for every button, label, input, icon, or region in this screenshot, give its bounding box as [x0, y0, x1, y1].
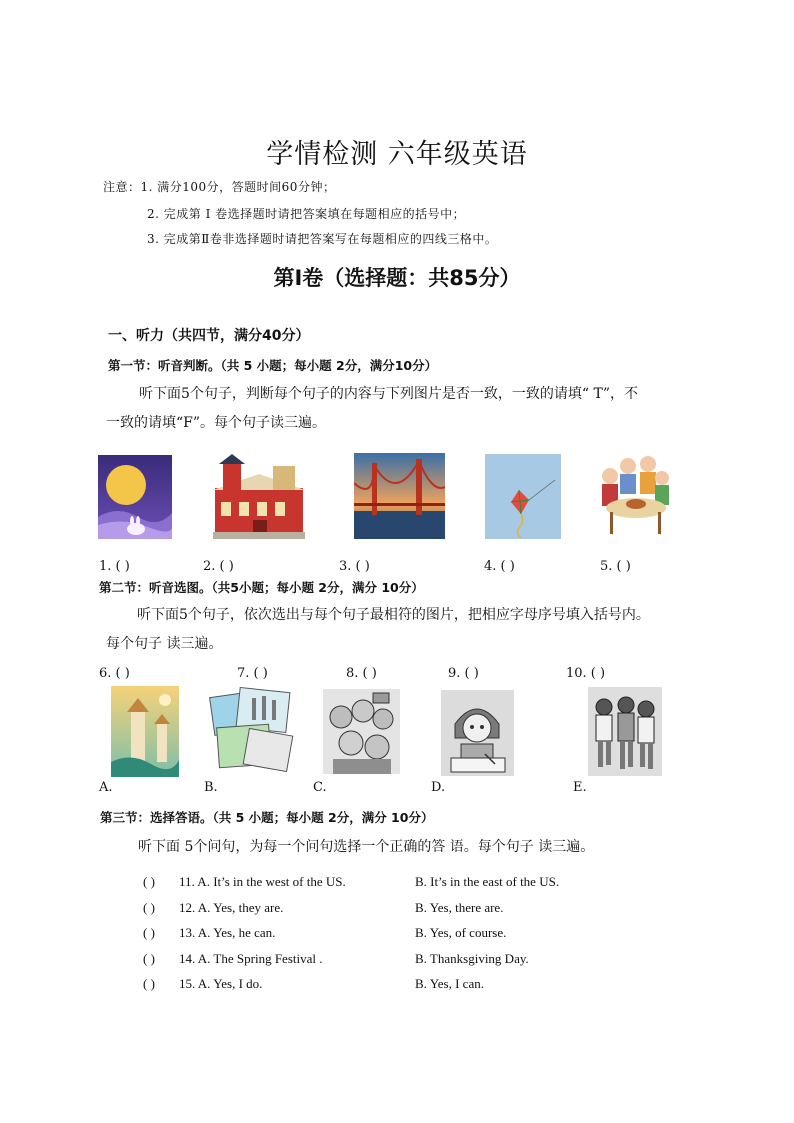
question-13-option-a: 13. A. Yes, he can. — [179, 925, 276, 940]
section2-instruction-line2: 每个句子 读三遍。 — [106, 636, 223, 652]
question-6-blank[interactable]: 6. ( ) — [99, 666, 130, 681]
question-8-blank[interactable]: 8. ( ) — [346, 666, 377, 681]
note-1: 注意：1. 满分100分，答题时间60分钟； — [103, 180, 336, 194]
question-12-blank[interactable]: ( ) — [143, 900, 155, 915]
question-12-option-a: 12. A. Yes, they are. — [179, 900, 284, 915]
question-13-option-b: B. Yes, of course. — [415, 925, 507, 940]
question-7-blank[interactable]: 7. ( ) — [237, 666, 268, 681]
children-group-image — [323, 689, 400, 774]
question-15-option-a: 15. A. Yes, I do. — [179, 976, 263, 991]
football-players-image — [588, 687, 662, 776]
question-15-blank[interactable]: ( ) — [143, 976, 155, 991]
girl-writing-image — [441, 690, 514, 776]
kite-image — [485, 454, 561, 539]
question-1-blank[interactable]: 1. ( ) — [99, 559, 130, 574]
question-14-option-a: 14. A. The Spring Festival . — [179, 951, 323, 966]
question-14-blank[interactable]: ( ) — [143, 951, 155, 966]
note-3: 3. 完成第Ⅱ卷非选择题时请把答案写在每题相应的四线三格中。 — [147, 232, 498, 246]
temple-building-image — [213, 452, 305, 539]
option-d-label: D. — [431, 780, 446, 795]
question-3-blank[interactable]: 3. ( ) — [339, 559, 370, 574]
page-title: 学情检测 六年级英语 — [266, 139, 528, 170]
postcards-image — [208, 686, 294, 776]
part-heading: 第Ⅰ卷（选择题：共85分） — [273, 266, 521, 290]
question-15-option-b: B. Yes, I can. — [415, 976, 484, 991]
question-13-blank[interactable]: ( ) — [143, 925, 155, 940]
question-14-option-b: B. Thanksgiving Day. — [415, 951, 529, 966]
section1-heading: 第一节：听音判断。（共 5 小题；每小题 2分，满分10分） — [108, 358, 438, 373]
golden-gate-bridge-image — [354, 453, 445, 539]
question-12-option-b: B. Yes, there are. — [415, 900, 504, 915]
family-dinner-image — [596, 446, 673, 540]
moon-rabbit-image — [98, 455, 172, 539]
note-2: 2. 完成第 Ⅰ 卷选择题时请把答案填在每题相应的括号中； — [147, 207, 466, 221]
tower-image — [111, 686, 179, 777]
question-11-option-b: B. It’s in the east of the US. — [415, 874, 560, 889]
option-e-label: E. — [573, 780, 587, 795]
question-4-blank[interactable]: 4. ( ) — [484, 559, 515, 574]
section1-instruction-line2: 一致的请填“F”。每个句子读三遍。 — [106, 415, 327, 431]
section3-heading: 第三节：选择答语。（共 5 小题；每小题 2分，满分 10分） — [100, 810, 434, 825]
section3-instruction: 听下面 5个问句，为每一个问句选择一个正确的答 语。每个句子 读三遍。 — [138, 839, 595, 855]
question-10-blank[interactable]: 10. ( ) — [566, 666, 606, 681]
listening-heading: 一、听力（共四节，满分40分） — [108, 328, 310, 344]
section2-heading: 第二节：听音选图。（共5小题；每小题 2分，满分 10分） — [99, 580, 424, 595]
option-b-label: B. — [204, 780, 218, 795]
question-9-blank[interactable]: 9. ( ) — [448, 666, 479, 681]
question-5-blank[interactable]: 5. ( ) — [600, 559, 631, 574]
question-11-option-a: 11. A. It’s in the west of the US. — [179, 874, 346, 889]
question-2-blank[interactable]: 2. ( ) — [203, 559, 234, 574]
question-11-blank[interactable]: ( ) — [143, 874, 155, 889]
option-c-label: C. — [313, 780, 327, 795]
section2-instruction-line1: 听下面5个句子，依次选出与每个句子最相符的图片，把相应字母序号填入括号内。 — [137, 607, 650, 623]
option-a-label: A. — [99, 780, 113, 795]
section1-instruction-line1: 听下面5个句子，判断每个句子的内容与下列图片是否一致，一致的请填“ T”，不 — [139, 386, 639, 402]
